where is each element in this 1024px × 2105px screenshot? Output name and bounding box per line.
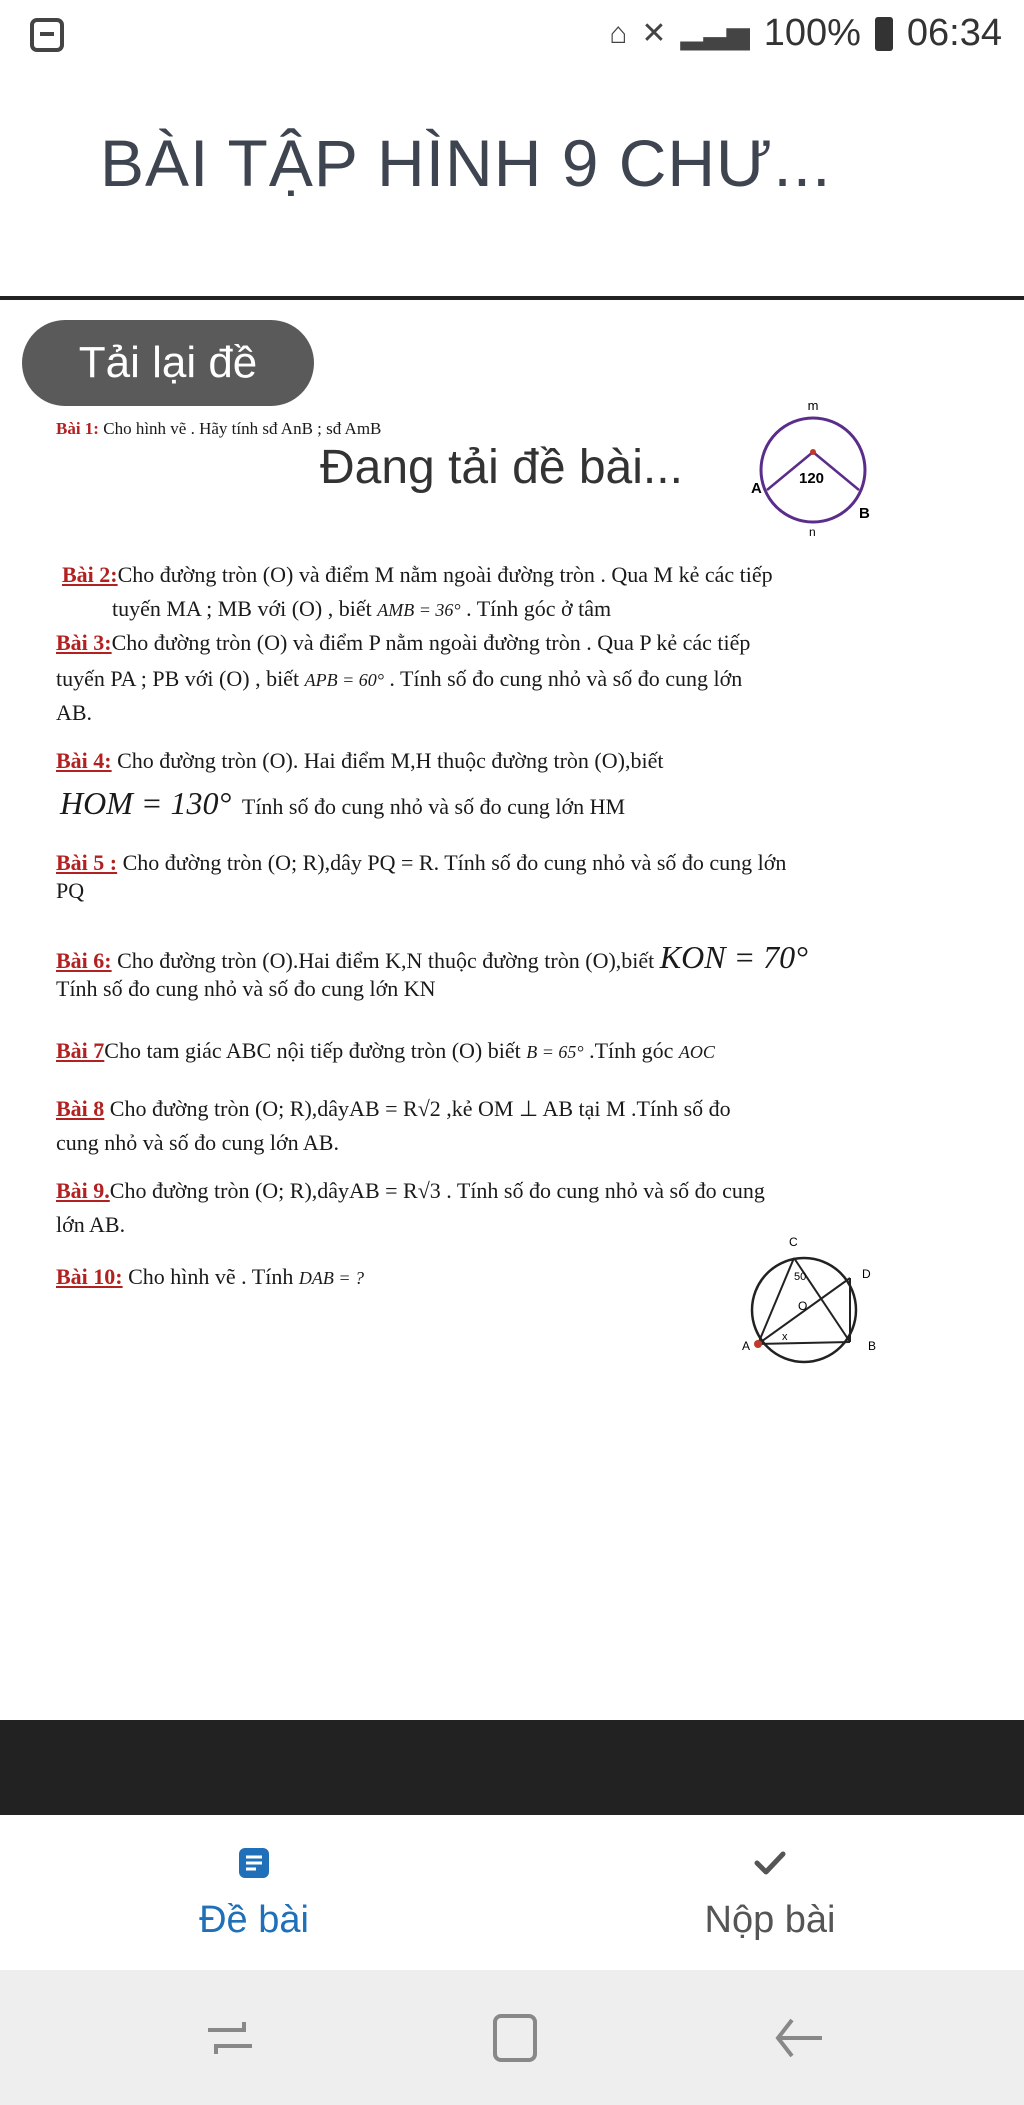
exercise-9 [56, 1174, 765, 1208]
battery-icon [875, 17, 893, 51]
exercise-8 [56, 1092, 731, 1126]
exercise-5 [56, 846, 786, 880]
loading-text: Đang tải đề bài... [320, 441, 683, 494]
exercise-5-text-1: Cho đường tròn (O; R),dây PQ = R. Tính số đo cung nhỏ và số đo cung lớn [122, 850, 787, 875]
exercise-6-text-2: Tính số đo cung nhỏ và số đo cung lớn KN [56, 976, 436, 1001]
exercise-2 [62, 558, 773, 592]
exercise-2-label: Bài 2: [62, 562, 118, 587]
exercise-3-text-4: AB. [56, 700, 93, 725]
exercise-8-text-1: Cho đường tròn (O; R),dâyAB = R√2 ,kẻ OM ⊥ AB tại M .Tính số đo [109, 1096, 731, 1121]
figure-1-center [810, 449, 816, 455]
figure-1-label-m: m [807, 400, 819, 413]
figure-2-label-o: O [798, 1299, 808, 1313]
exercise-3-math: APB = 60° [304, 670, 384, 690]
exercise-4-label: Bài 4: [56, 748, 112, 773]
document-icon [236, 1845, 272, 1881]
exercise-8-text-2: cung nhỏ và số đo cung lớn AB. [56, 1130, 339, 1155]
tab-de-bai[interactable] [104, 1845, 404, 1942]
app-notification-icon [30, 18, 64, 52]
exercise-10-math: DAB = ? [298, 1268, 364, 1288]
figure-2-circle [738, 1232, 888, 1382]
system-nav-bar [0, 1970, 1024, 2105]
figure-2-label-x: x [782, 1331, 788, 1343]
exercise-3-label: Bài 3: [56, 630, 112, 655]
checkmark-icon [752, 1845, 788, 1881]
figure-1-label-b: B [859, 505, 870, 522]
exercise-9-text-2: lớn AB. [56, 1212, 126, 1237]
dark-bar [0, 1720, 1024, 1815]
exercise-8-label: Bài 8 [56, 1096, 105, 1121]
exercise-9-text-1: Cho đường tròn (O; R),dâyAB = R√3 . Tính số đo cung nhỏ và số đo cung [109, 1178, 765, 1203]
exercise-5-text-2: PQ [56, 878, 85, 903]
exercise-4-math: HOM = 130° [60, 785, 232, 821]
figure-2-label-c: C [789, 1235, 798, 1249]
exercise-6-label: Bài 6: [56, 948, 112, 973]
battery-percent: 100% [763, 12, 861, 54]
exercise-4-line-2 [60, 786, 625, 824]
figure-1-label-a: A [751, 480, 762, 497]
exercise-4-text-1: Cho đường tròn (O). Hai điểm M,H thuộc đường tròn (O),biết [117, 748, 664, 773]
exercise-2-text-1: Cho đường tròn (O) và điểm M nằm ngoài đường tròn . Qua M kẻ các tiếp [117, 562, 773, 587]
exercise-2-line-2 [112, 592, 611, 627]
exercise-3-text-3: . Tính số đo cung nhỏ và số đo cung lớn [389, 666, 743, 691]
bottom-nav [0, 1815, 1024, 1970]
exercise-1-label: Bài 1: [56, 419, 99, 438]
exercise-7 [56, 1034, 715, 1069]
exercise-10 [56, 1260, 364, 1295]
tab-de-bai-label: Đề bài [199, 1899, 309, 1941]
figure-1-circle [745, 400, 875, 550]
exercise-4-text-2: Tính số đo cung nhỏ và số đo cung lớn HM [241, 794, 626, 819]
exercise-7-text: Cho tam giác ABC nội tiếp đường tròn (O) biết [104, 1038, 521, 1063]
exercise-5-label: Bài 5 : [56, 850, 118, 875]
exercise-6-text-1: Cho đường tròn (O).Hai điểm K,N thuộc đường tròn (O),biết [117, 948, 655, 973]
exercise-7-label: Bài 7 [56, 1038, 105, 1063]
mute-icon: ✕ [641, 17, 667, 50]
exercise-document[interactable] [0, 300, 1024, 1720]
exercise-4 [56, 744, 663, 778]
exercise-2-text-2: tuyến MA ; MB với (O) , biết [112, 596, 372, 621]
figure-2-label-a: A [742, 1339, 751, 1353]
home-icon[interactable] [485, 2010, 545, 2066]
exercise-3-line-2 [56, 662, 742, 697]
signal-icon: ▂▃▅ [680, 17, 750, 50]
figure-2-label-b: B [868, 1339, 877, 1353]
tab-nop-bai-label: Nộp bài [704, 1899, 836, 1941]
tab-nop-bai[interactable] [620, 1845, 920, 1942]
clock: 06:34 [906, 12, 1002, 54]
figure-2-label-d: D [862, 1267, 871, 1281]
reload-button[interactable]: Tải lại đề [22, 320, 314, 406]
exercise-3-text-2: tuyến PA ; PB với (O) , biết [56, 666, 300, 691]
exercise-10-text: Cho hình vẽ . Tính [128, 1264, 294, 1289]
status-icons [609, 12, 1002, 55]
figure-1-angle: 120 [799, 470, 825, 487]
figure-2-angle: 50 [794, 1271, 807, 1283]
status-bar [0, 0, 1024, 70]
figure-2-chord-ab [758, 1342, 850, 1344]
exercise-3-text-1: Cho đường tròn (O) và điểm P nằm ngoài đường tròn . Qua P kẻ các tiếp [111, 630, 751, 655]
exercise-10-label: Bài 10: [56, 1264, 123, 1289]
back-icon[interactable] [770, 2010, 830, 2066]
exercise-2-math: AMB = 36° [377, 600, 461, 620]
figure-1-label-n: n [809, 525, 816, 539]
exercise-7-text-2: .Tính góc [589, 1038, 674, 1063]
exercise-1-text: Cho hình vẽ . Hãy tính sđ AnB ; sđ AmB [103, 419, 382, 438]
wifi-icon: ⌂ [609, 16, 628, 50]
exercise-6-math: KON = 70° [659, 939, 808, 975]
figure-2-point-a [754, 1340, 762, 1348]
page-title: BÀI TẬP HÌNH 9 CHƯ... [100, 126, 832, 200]
exercise-2-text-3: . Tính góc ở tâm [466, 596, 612, 621]
recent-apps-icon[interactable] [200, 2010, 260, 2066]
exercise-7-math-2: AOC [678, 1042, 715, 1062]
exercise-9-label: Bài 9. [56, 1178, 110, 1203]
exercise-3 [56, 626, 750, 660]
exercise-7-math: B = 65° [526, 1042, 584, 1062]
